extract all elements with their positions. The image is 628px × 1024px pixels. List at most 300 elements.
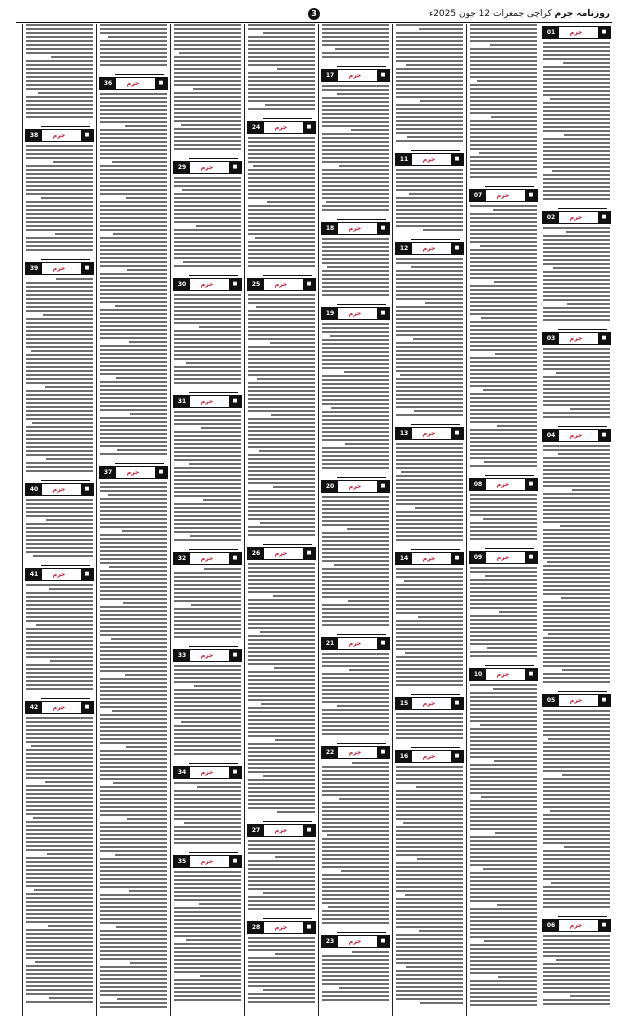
text-line <box>470 510 537 512</box>
text-line <box>174 229 241 231</box>
text-line <box>26 789 93 791</box>
text-line <box>248 233 315 235</box>
notice-heading <box>558 910 607 917</box>
text-line <box>26 450 93 452</box>
notice-heading <box>41 120 90 127</box>
text-line <box>248 731 315 733</box>
text-line <box>470 397 537 399</box>
text-line <box>26 430 93 432</box>
text-line <box>174 185 241 187</box>
text-line <box>100 137 167 139</box>
text-line <box>248 462 315 464</box>
text-line <box>470 792 537 794</box>
text-line <box>100 786 167 788</box>
text-line <box>174 28 241 30</box>
column <box>392 24 466 1016</box>
text-line <box>204 568 241 570</box>
text-line <box>543 629 610 631</box>
text-line <box>248 446 315 448</box>
text-line <box>322 774 389 776</box>
text-line <box>100 594 167 596</box>
text-line <box>174 439 241 441</box>
text-line <box>248 402 315 404</box>
text-line <box>470 393 537 395</box>
text-line <box>396 120 463 122</box>
text-line <box>550 810 610 812</box>
text-line <box>470 257 537 259</box>
text-line <box>543 291 610 293</box>
text-line <box>396 96 463 98</box>
text-line <box>100 858 167 860</box>
text-line <box>26 68 93 70</box>
text-line <box>322 685 389 687</box>
text-line <box>248 603 315 605</box>
text-line <box>100 514 167 516</box>
text-line <box>339 165 389 167</box>
text-line <box>100 662 167 664</box>
text-line <box>100 558 167 560</box>
text-line <box>174 140 241 142</box>
text-line <box>127 818 167 820</box>
text-line <box>396 201 463 203</box>
notice-number: 01 <box>543 27 559 38</box>
text-line <box>100 522 167 524</box>
text-line <box>174 628 241 630</box>
text-line <box>248 502 315 504</box>
text-line <box>396 394 463 396</box>
text-line <box>100 922 167 924</box>
notice-label: جرم <box>200 281 214 288</box>
text-line <box>100 213 167 215</box>
text-line <box>26 398 93 400</box>
text-line <box>112 161 167 163</box>
notice-number: 41 <box>26 569 42 580</box>
text-line <box>543 150 610 152</box>
text-line <box>100 64 167 66</box>
notice-heading <box>485 469 534 476</box>
text-line <box>174 342 241 344</box>
text-line <box>26 394 93 396</box>
text-line <box>248 981 315 983</box>
text-line <box>470 984 537 986</box>
notice-number-box <box>173 855 242 868</box>
text-line <box>322 971 389 973</box>
text-line <box>26 648 93 650</box>
text-line <box>248 458 315 460</box>
text-line <box>543 235 610 237</box>
text-line <box>470 293 537 295</box>
text-line <box>248 799 315 801</box>
text-line <box>543 963 610 965</box>
notice-text <box>26 24 93 118</box>
text-line <box>341 870 389 872</box>
text-line <box>265 104 315 106</box>
text-line <box>174 584 241 586</box>
text-line <box>322 922 389 924</box>
newspaper-logo-icon: ■ <box>377 481 389 492</box>
text-line <box>261 703 315 705</box>
text-line <box>26 229 93 231</box>
notice-heading <box>337 737 386 744</box>
notice-text <box>248 937 315 1003</box>
text-line <box>26 358 93 360</box>
text-line <box>248 563 315 565</box>
text-line <box>470 365 537 367</box>
text-line <box>174 608 241 610</box>
text-line <box>396 24 463 26</box>
text-line <box>543 400 610 402</box>
text-line <box>26 153 93 155</box>
text-line <box>396 664 463 666</box>
newspaper-logo-icon: ■ <box>155 78 167 89</box>
text-line <box>26 688 93 690</box>
text-line <box>248 807 315 809</box>
text-line <box>26 64 93 66</box>
text-line <box>248 221 315 223</box>
text-line <box>174 790 241 792</box>
text-line <box>26 374 93 376</box>
notice-number-box <box>247 824 316 837</box>
text-line <box>396 798 463 800</box>
text-line <box>396 185 463 187</box>
text-line <box>470 381 537 383</box>
text-line <box>26 965 93 967</box>
text-line <box>339 987 389 989</box>
text-line <box>248 48 315 50</box>
notice-number-box <box>25 483 94 496</box>
text-line <box>543 46 610 48</box>
notice-number: 03 <box>543 333 559 344</box>
text-line <box>248 961 315 963</box>
text-line <box>100 141 167 143</box>
text-line <box>396 499 463 501</box>
text-line <box>248 743 315 745</box>
notice-heading <box>411 741 460 748</box>
notice-text <box>174 568 241 638</box>
text-line <box>322 955 389 957</box>
text-line <box>470 337 537 339</box>
text-line <box>470 48 537 50</box>
text-line <box>26 777 93 779</box>
text-line <box>470 896 537 898</box>
notice-text <box>470 205 537 467</box>
text-line <box>174 241 241 243</box>
text-line <box>174 116 241 118</box>
text-line <box>396 970 463 972</box>
text-line <box>100 850 167 852</box>
text-line <box>248 767 315 769</box>
text-line <box>543 657 610 659</box>
text-line <box>100 48 167 50</box>
text-line <box>396 443 463 445</box>
notice-number: 06 <box>543 920 559 931</box>
text-line <box>26 953 93 955</box>
text-line <box>248 386 315 388</box>
text-line <box>193 88 241 90</box>
text-line <box>26 116 93 118</box>
text-line <box>322 137 389 139</box>
text-line <box>100 357 167 359</box>
text-line <box>26 44 93 46</box>
text-line <box>470 120 537 122</box>
text-line <box>248 803 315 805</box>
text-line <box>396 934 463 936</box>
text-line <box>174 60 241 62</box>
text-line <box>174 959 241 961</box>
text-line <box>26 725 93 727</box>
text-line <box>26 414 93 416</box>
text-line <box>26 346 93 348</box>
notice-number: 15 <box>396 698 412 709</box>
text-line <box>322 536 389 538</box>
text-line <box>470 341 537 343</box>
text-line <box>111 638 167 640</box>
text-line <box>174 891 241 893</box>
text-line <box>174 370 241 372</box>
text-line <box>322 616 389 618</box>
text-line <box>543 734 610 736</box>
text-line <box>248 474 315 476</box>
text-line <box>417 858 463 860</box>
text-line <box>174 991 241 993</box>
text-line <box>26 913 93 915</box>
text-line <box>125 674 167 676</box>
text-line <box>418 616 463 618</box>
text-line <box>322 782 389 784</box>
text-line <box>26 945 93 947</box>
text-line <box>248 205 315 207</box>
text-line <box>470 40 537 42</box>
text-line <box>248 157 315 159</box>
text-line <box>100 694 167 696</box>
text-line <box>420 1002 463 1004</box>
text-line <box>115 305 167 307</box>
text-line <box>396 475 463 477</box>
text-line <box>174 915 241 917</box>
text-line <box>543 866 610 868</box>
text-line <box>322 246 389 248</box>
text-line <box>26 616 93 618</box>
text-line <box>396 906 463 908</box>
newspaper-logo-icon: ■ <box>451 751 463 762</box>
newspaper-logo-icon: ■ <box>81 702 93 713</box>
text-line <box>26 302 93 304</box>
text-line <box>543 890 610 892</box>
text-line <box>499 611 537 613</box>
newspaper-logo-icon: ■ <box>81 130 93 141</box>
text-line <box>248 735 315 737</box>
text-line <box>248 571 315 573</box>
text-line <box>100 253 167 255</box>
text-line <box>26 805 93 807</box>
text-line <box>322 500 389 502</box>
notice-number-box <box>469 668 538 681</box>
text-line <box>273 595 315 597</box>
text-line <box>543 481 610 483</box>
text-line <box>100 321 167 323</box>
notice-text <box>100 482 167 1008</box>
text-line <box>100 193 167 195</box>
text-line <box>174 725 241 727</box>
text-line <box>322 28 389 30</box>
text-line <box>543 573 610 575</box>
text-line <box>26 145 93 147</box>
text-line <box>26 104 93 106</box>
notice-label: جرم <box>200 652 214 659</box>
text-line <box>396 314 463 316</box>
text-line <box>100 329 167 331</box>
text-line <box>322 32 389 34</box>
text-line <box>543 356 610 358</box>
text-line <box>543 874 610 876</box>
text-line <box>543 617 610 619</box>
text-line <box>26 282 93 284</box>
text-line <box>553 267 610 269</box>
text-line <box>345 443 389 445</box>
text-line <box>543 513 610 515</box>
text-line <box>322 209 389 211</box>
text-line <box>396 942 463 944</box>
text-line <box>322 681 389 683</box>
text-line <box>396 322 463 324</box>
text-line <box>470 176 537 178</box>
text-line <box>248 510 315 512</box>
text-line <box>396 588 463 590</box>
text-line <box>248 390 315 392</box>
text-line <box>174 423 241 425</box>
text-line <box>322 910 389 912</box>
text-line <box>396 713 463 715</box>
text-line <box>470 980 537 982</box>
notice-label: جرم <box>200 164 214 171</box>
text-line <box>396 986 463 988</box>
text-line <box>470 502 537 504</box>
text-line <box>248 302 315 304</box>
text-line <box>396 358 463 360</box>
text-line <box>259 450 315 452</box>
text-line <box>26 157 93 159</box>
text-line <box>543 58 610 60</box>
text-line <box>201 427 241 429</box>
text-line <box>396 632 463 634</box>
text-line <box>470 996 537 998</box>
text-line <box>174 887 241 889</box>
text-line <box>186 362 241 364</box>
text-line <box>248 253 315 255</box>
text-line <box>26 96 93 98</box>
text-line <box>248 671 315 673</box>
text-line <box>100 862 167 864</box>
text-line <box>26 322 93 324</box>
text-line <box>322 886 389 888</box>
text-line <box>396 104 463 106</box>
masthead-right <box>429 6 610 22</box>
notice-number: 24 <box>248 122 264 133</box>
notice-heading <box>115 68 164 75</box>
text-line <box>470 92 537 94</box>
notice-text <box>174 294 241 384</box>
text-line <box>26 209 93 211</box>
notice-heading <box>485 659 534 666</box>
text-line <box>174 64 241 66</box>
masthead-city: کراچی <box>526 9 552 19</box>
text-line <box>174 572 241 574</box>
text-line <box>396 32 463 34</box>
text-line <box>470 449 537 451</box>
text-line <box>26 426 93 428</box>
text-line <box>248 759 315 761</box>
text-line <box>174 209 241 211</box>
text-line <box>174 358 241 360</box>
text-line <box>470 285 537 287</box>
text-line <box>322 24 389 26</box>
text-line <box>56 278 93 280</box>
text-line <box>274 667 315 669</box>
text-line <box>543 637 610 639</box>
notice-number-box <box>395 697 464 710</box>
text-line <box>470 744 537 746</box>
notice-label: جرم <box>348 749 362 756</box>
text-line <box>174 201 241 203</box>
text-line <box>396 950 463 952</box>
text-line <box>26 40 93 42</box>
text-line <box>470 313 537 315</box>
text-line <box>100 353 167 355</box>
newspaper-logo-icon: ■ <box>377 308 389 319</box>
text-line <box>248 466 315 468</box>
text-line <box>194 685 241 687</box>
text-line <box>543 110 610 112</box>
text-line <box>396 958 463 960</box>
text-line <box>470 72 537 74</box>
text-line <box>322 439 389 441</box>
text-line <box>248 193 315 195</box>
text-line <box>174 879 241 881</box>
text-line <box>100 918 167 920</box>
text-line <box>396 729 463 731</box>
text-line <box>564 846 610 848</box>
text-line <box>396 818 463 820</box>
notice-heading <box>189 386 238 393</box>
text-line <box>484 940 537 942</box>
text-line <box>248 977 315 979</box>
notice-text <box>470 24 537 178</box>
text-line <box>100 722 167 724</box>
text-line <box>100 726 167 728</box>
text-line <box>248 265 315 267</box>
text-line <box>248 177 315 179</box>
text-line <box>470 221 537 223</box>
text-line <box>322 205 389 207</box>
text-line <box>470 936 537 938</box>
text-line <box>26 929 93 931</box>
text-line <box>552 170 610 172</box>
text-line <box>543 750 610 752</box>
text-line <box>543 319 610 321</box>
text-line <box>543 227 610 229</box>
newspaper-logo-icon: ■ <box>303 548 315 559</box>
text-line <box>322 327 389 329</box>
text-line <box>100 678 167 680</box>
text-line <box>100 93 167 95</box>
text-line <box>470 345 537 347</box>
notice-text <box>174 782 241 844</box>
text-line <box>100 538 167 540</box>
text-line <box>470 708 537 710</box>
text-line <box>184 822 241 824</box>
text-line <box>543 943 610 945</box>
text-line <box>100 149 167 151</box>
